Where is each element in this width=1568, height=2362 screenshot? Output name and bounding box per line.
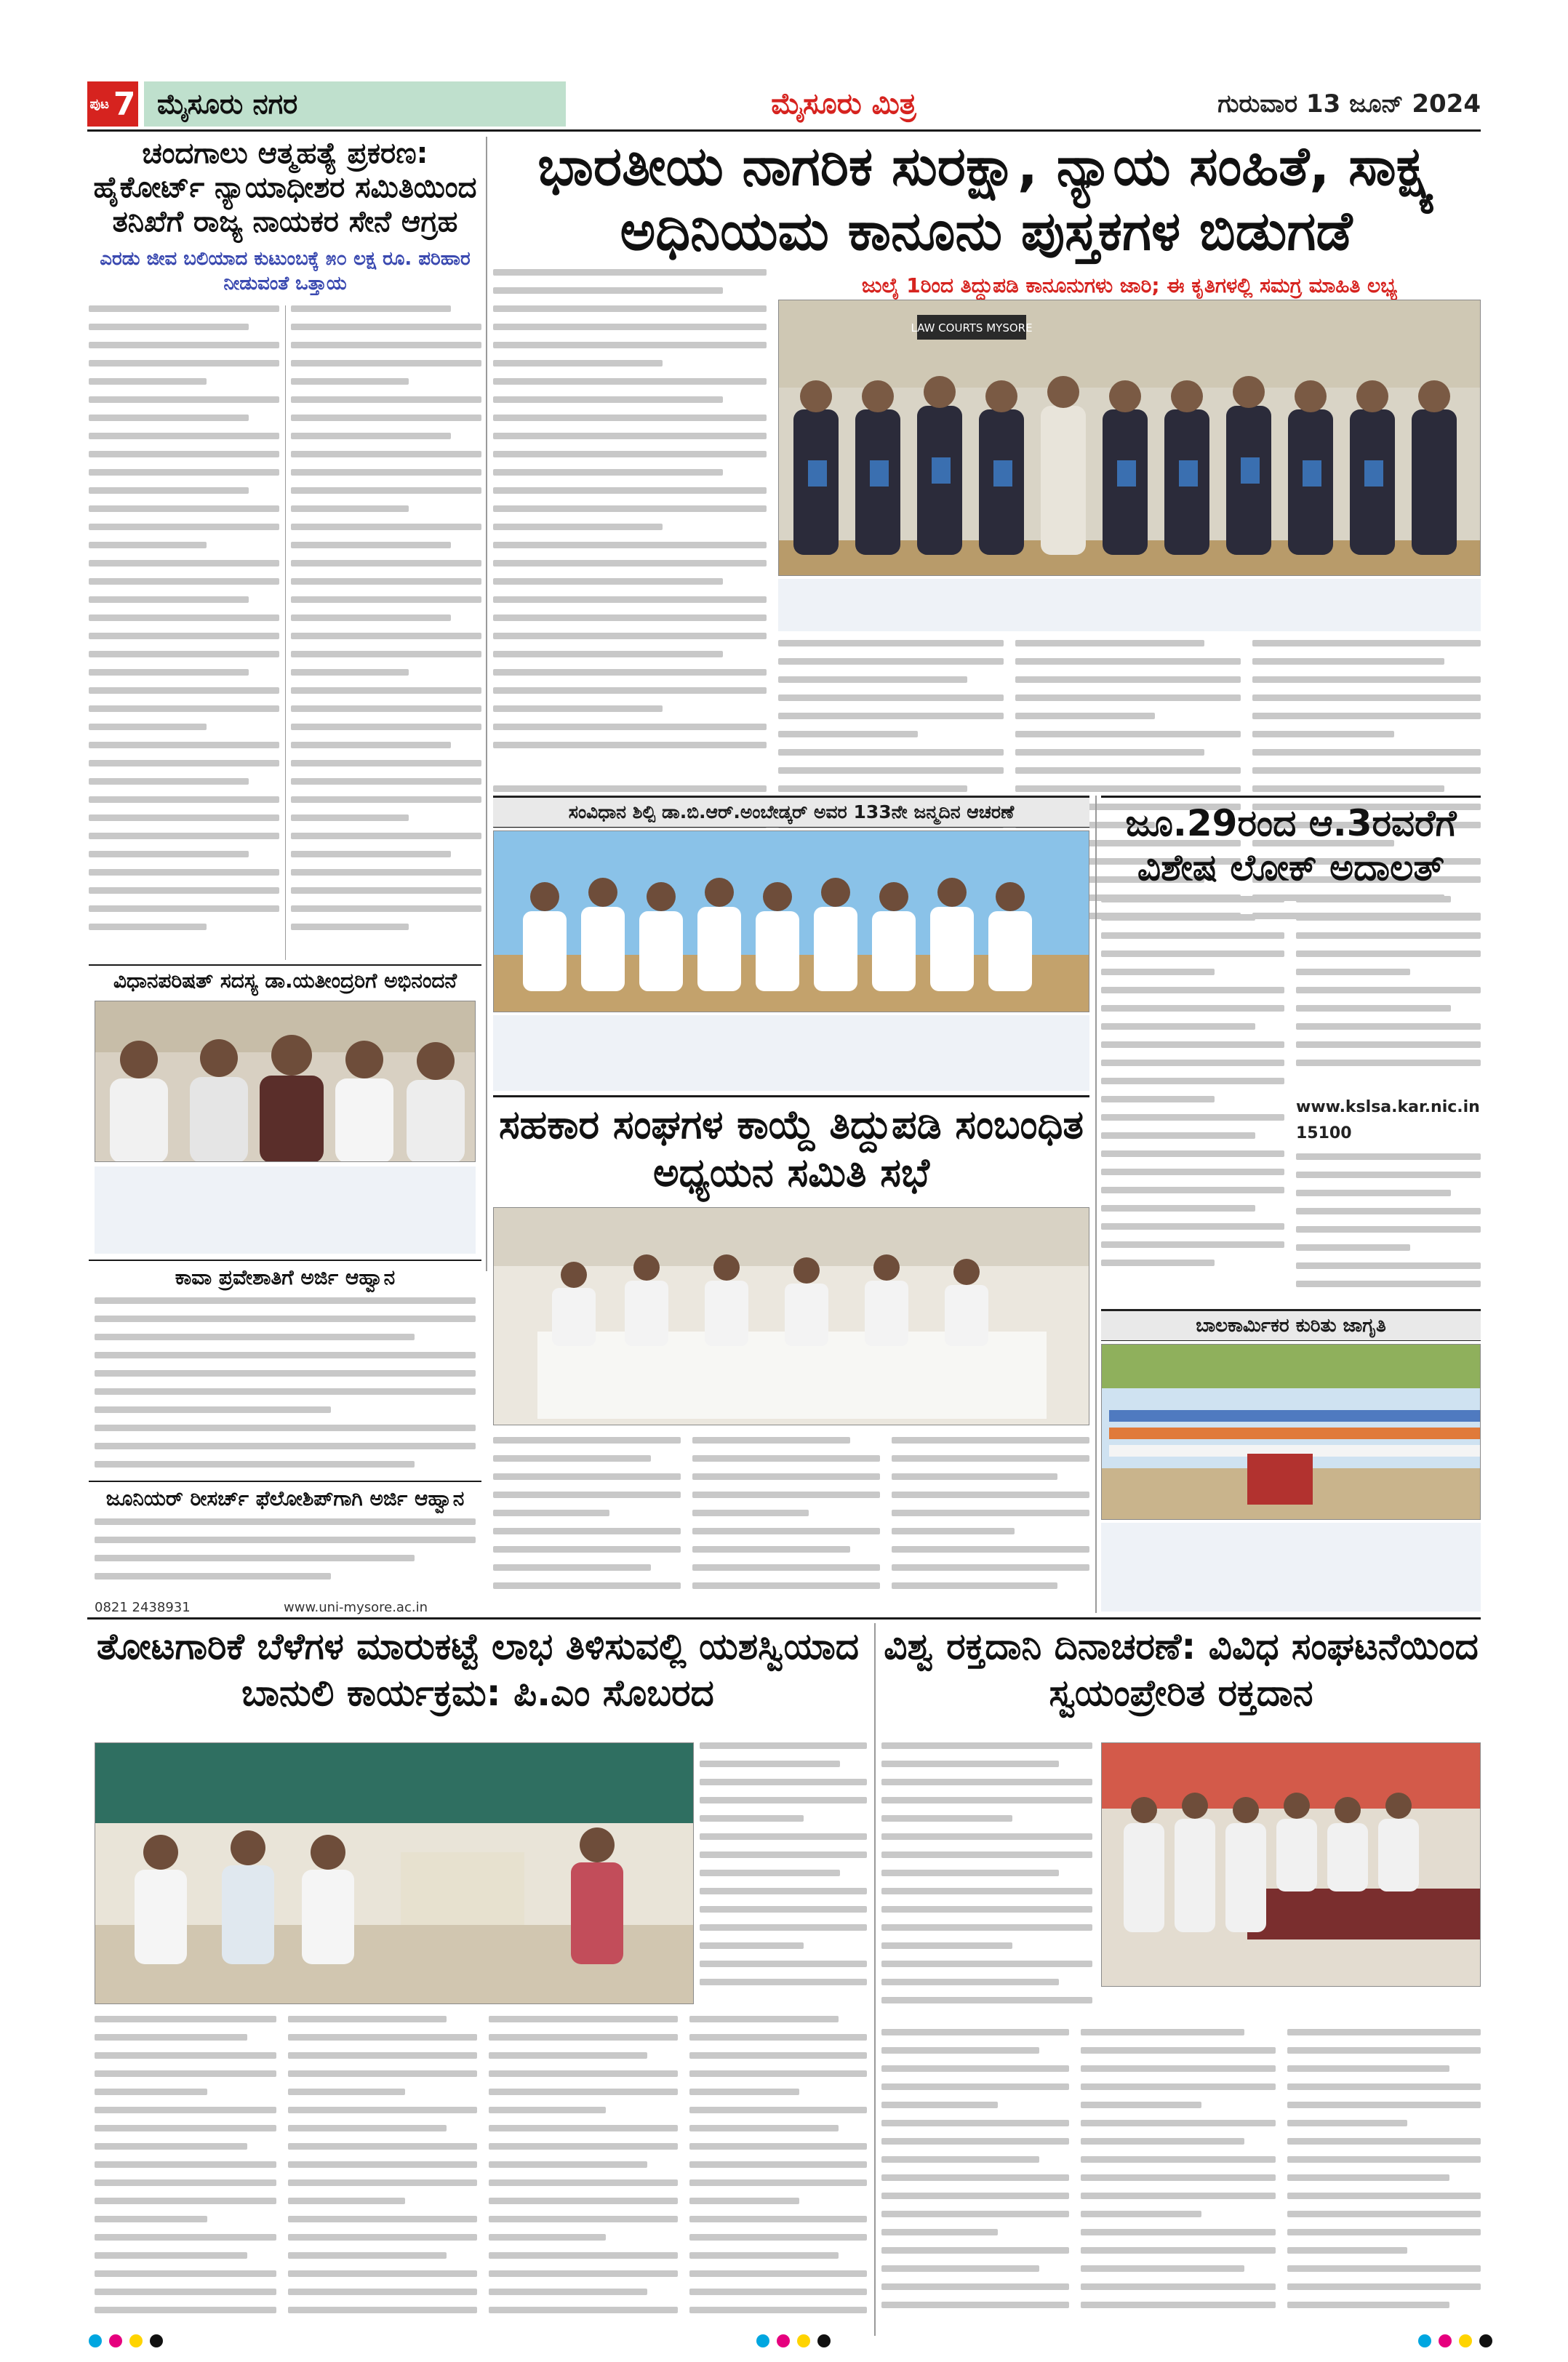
cyan-dot: [89, 2334, 102, 2347]
horticulture-column-a: [700, 1742, 867, 2004]
lok-adalat-headline: ಜೂ.29ರಂದ ಆ.3ರವರೆಗೆ ವಿಶೇಷ ಲೋಕ್ ಅದಾಲತ್: [1125, 802, 1457, 889]
child-labour-photo-graphic: [1102, 1345, 1481, 1520]
fellowship-website[interactable]: www.uni-mysore.ac.in: [284, 1600, 428, 1615]
registration-marks-right: [1418, 2334, 1492, 2347]
court-signboard: LAW COURTS MYSORE: [911, 321, 1033, 335]
main-lead-kicker: ಜುಲೈ 1ರಿಂದ ತಿದ್ದುಪಡಿ ಕಾನೂನುಗಳು ಜಾರಿ; ಈ ಕೃತಿಗಳಲ್ಲಿ ಸಮಗ್ರ ಮಾಹಿತಿ ಲಭ್ಯ: [861, 273, 1398, 297]
blood-donation-photo-graphic: [1102, 1743, 1481, 1987]
newspaper-brand: ಮೈಸೂರು ಮಿತ್ರ: [771, 87, 916, 121]
black-dot: [150, 2334, 163, 2347]
magenta-dot: [777, 2334, 790, 2347]
cooperative-divider: [493, 1095, 1089, 1097]
felicitation-caption: [95, 1166, 476, 1254]
column-rule: [1095, 796, 1097, 1613]
ambedkar-caption: [493, 1015, 1089, 1091]
masthead-rule: [87, 129, 1481, 132]
horticulture-headline: ತೋಟಗಾರಿಕೆ ಬೆಳೆಗಳ ಮಾರುಕಟ್ಟೆ ಲಾಭ ತಿಳಿಸುವಲ್ಲಿ ಯಶಸ್ವಿಯಾದ ಬಾನುಲಿ ಕಾರ್ಯಕ್ರಮ: ಪಿ.ಎಂ ಸೊಬರದ: [96, 1625, 860, 1714]
yellow-dot: [129, 2334, 143, 2347]
box-divider: [89, 1481, 481, 1482]
black-dot: [1479, 2334, 1492, 2347]
child-labour-photo: [1101, 1344, 1481, 1520]
child-labour-caption: [1101, 1523, 1481, 1612]
page-number: 7: [113, 85, 136, 123]
registration-marks-left: [89, 2334, 163, 2347]
box-divider: [89, 1260, 481, 1261]
box-divider: [89, 964, 481, 966]
fellowship-phone: 0821 2438931: [95, 1600, 191, 1615]
main-lead-intro: [493, 269, 767, 778]
blood-donation-column-3: [1081, 2029, 1276, 2329]
black-dot: [817, 2334, 831, 2347]
horticulture-column-4: [689, 2016, 867, 2329]
felicitation-title: ವಿಧಾನಪರಿಷತ್ ಸದಸ್ಯ ಡಾ.ಯತೀಂದ್ರರಿಗೆ ಅಭಿನಂದನೆ: [113, 969, 457, 993]
lok-adalat-column-1: [1101, 896, 1284, 1303]
dateline: ಗುರುವಾರ 13 ಜೂನ್ 2024: [1217, 89, 1481, 119]
law-book-release-caption: [778, 579, 1481, 631]
horticulture-column-3: [489, 2016, 678, 2329]
cooperative-column-3: [892, 1437, 1089, 1612]
ambedkar-photo: [493, 830, 1089, 1012]
main-lead-headline: ಭಾರತೀಯ ನಾಗರಿಕ ಸುರಕ್ಷಾ, ನ್ಯಾಯ ಸಂಹಿತೆ, ಸಾಕ್ಷ್ಯ ಅಧಿನಿಯಮ ಕಾನೂನು ಪುಸ್ತಕಗಳ ಬಿಡುಗಡೆ: [537, 135, 1435, 263]
left-lead-subhead: ಎರಡು ಜೀವ ಬಲಿಯಾದ ಕುಟುಂಬಕ್ಕೆ ೫೦ ಲಕ್ಷ ರೂ. ಪರಿಹಾರ ನೀಡುವಂತೆ ಒತ್ತಾಯ: [100, 248, 471, 295]
horticulture-photo-graphic: [95, 1743, 694, 2004]
horticulture-column-2: [288, 2016, 477, 2329]
lok-adalat-column-2b: [1296, 1153, 1481, 1303]
law-book-release-photo-graphic: [779, 300, 1481, 576]
cyan-dot: [1418, 2334, 1431, 2347]
lok-adalat-helpline: 15100: [1296, 1124, 1352, 1142]
left-lead-headline: ಚಂದಗಾಲು ಆತ್ಮಹತ್ಯೆ ಪ್ರಕರಣ: ಹೈಕೋರ್ಟ್ ನ್ಯಾಯಾಧೀಶರ ಸಮಿತಿಯಿಂದ ತನಿಖೆಗೆ ರಾಜ್ಯ ನಾಯಕರ ಸೇನೆ ಆಗ್ರಹ: [93, 137, 477, 239]
magenta-dot: [1439, 2334, 1452, 2347]
left-lead-column-1: [89, 305, 279, 960]
section-title: ಮೈಸೂರು ನಗರ: [144, 81, 566, 127]
cooperative-meeting-photo: [493, 1207, 1089, 1425]
page-label: ಪುಟ: [89, 96, 109, 112]
cooperative-column-2: [692, 1437, 880, 1612]
lok-adalat-divider: [1101, 796, 1481, 798]
ambedkar-photo-graphic: [494, 831, 1089, 1012]
column-rule: [285, 305, 286, 960]
cyan-dot: [756, 2334, 769, 2347]
fellowship-body: [95, 1518, 476, 1598]
registration-marks-center: [756, 2334, 831, 2347]
lok-adalat-column-2: [1296, 896, 1481, 1092]
page-number-box: [87, 81, 138, 127]
blood-donation-photo: [1101, 1742, 1481, 1987]
cooperative-meeting-photo-graphic: [494, 1208, 1089, 1425]
felicitation-photo: [95, 1001, 476, 1162]
magenta-dot: [109, 2334, 122, 2347]
blood-donation-headline: ವಿಶ್ವ ರಕ್ತದಾನಿ ದಿನಾಚರಣೆ: ವಿವಿಧ ಸಂಘಟನೆಯಿಂದ ಸ್ವಯಂಪ್ರೇರಿತ ರಕ್ತದಾನ: [884, 1625, 1479, 1714]
admission-body: [95, 1297, 476, 1472]
felicitation-photo-graphic: [95, 1001, 476, 1162]
blood-donation-column-1: [881, 1742, 1092, 2019]
blood-donation-column-2: [881, 2029, 1069, 2329]
blood-donation-column-4: [1287, 2029, 1481, 2329]
law-book-release-photo: [778, 300, 1481, 576]
admission-title: ಕಾವಾ ಪ್ರವೇಶಾತಿಗೆ ಅರ್ಜಿ ಆಹ್ವಾನ: [175, 1265, 396, 1289]
masthead: [87, 81, 1481, 127]
column-rule: [486, 137, 487, 1271]
cooperative-headline: ಸಹಕಾರ ಸಂಘಗಳ ಕಾಯ್ದೆ ತಿದ್ದುಪಡಿ ಸಂಬಂಧಿತ ಅಧ್ಯಯನ ಸಮಿತಿ ಸಭೆ: [499, 1102, 1084, 1196]
bottom-row-divider: [87, 1617, 1481, 1620]
cooperative-column-1: [493, 1437, 681, 1612]
fellowship-title: ಜೂನಿಯರ್ ರೀಸರ್ಚ್ ಫೆಲೋಶಿಪ್‌ಗಾಗಿ ಅರ್ಜಿ ಆಹ್ವಾನ: [105, 1486, 465, 1510]
horticulture-photo: [95, 1742, 694, 2004]
ambedkar-title: ಸಂವಿಧಾನ ಶಿಲ್ಪಿ ಡಾ.ಬಿ.ಆರ್.ಅಂಬೇಡ್ಕರ್ ಅವರ 133ನೇ ಜನ್ಮದಿನ ಆಚರಣೆ: [493, 796, 1089, 828]
child-labour-title: ಬಾಲಕಾರ್ಮಿಕರ ಕುರಿತು ಜಾಗೃತಿ: [1101, 1309, 1481, 1341]
yellow-dot: [1459, 2334, 1472, 2347]
left-lead-column-2: [291, 305, 481, 960]
column-rule: [874, 1623, 876, 2336]
yellow-dot: [797, 2334, 810, 2347]
lok-adalat-website[interactable]: www.kslsa.kar.nic.in: [1296, 1098, 1480, 1116]
horticulture-column-1: [95, 2016, 276, 2329]
